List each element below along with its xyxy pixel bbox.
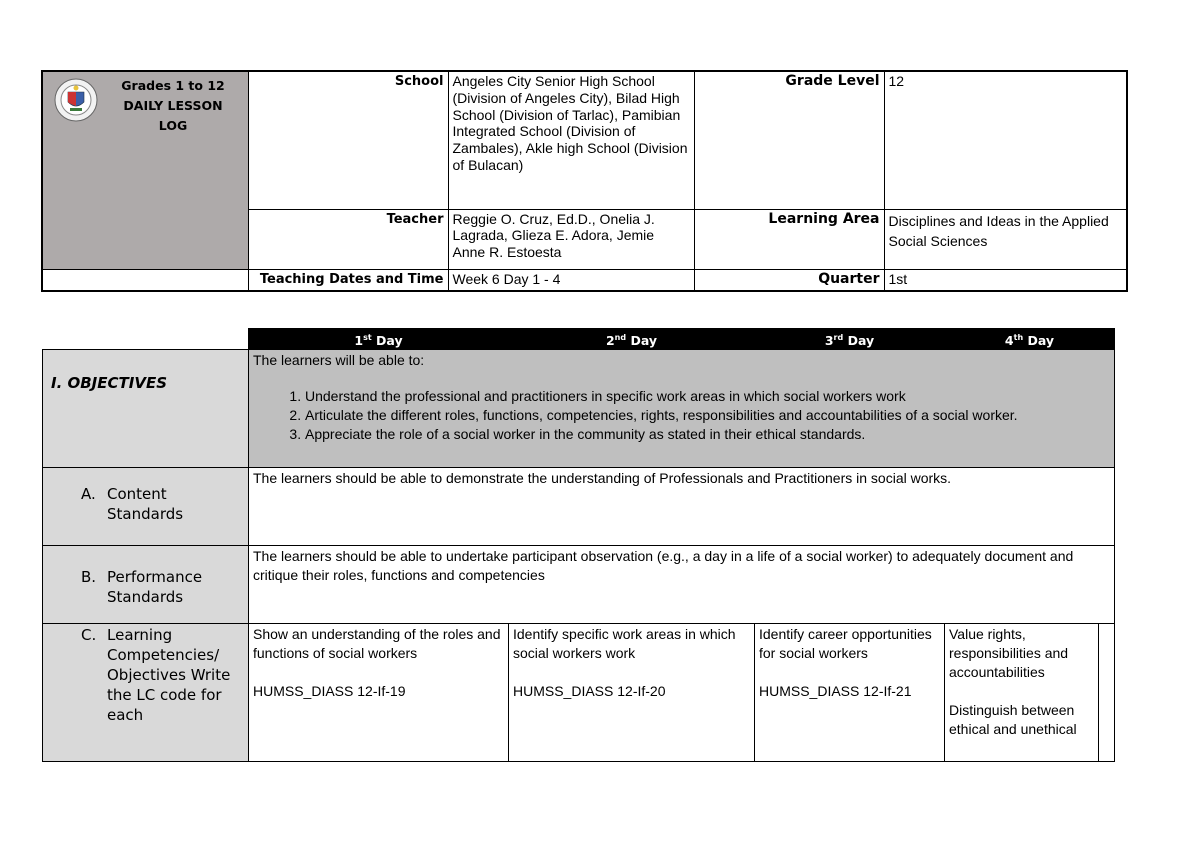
day-1-header: 1st Day <box>249 329 509 350</box>
doc-title-line-2: DAILY LESSON <box>123 98 223 113</box>
learning-competencies-row <box>43 624 1115 762</box>
day-1-lc-code: HUMSS_DIASS 12-If-19 <box>253 683 406 700</box>
objectives-label-cell <box>43 350 249 468</box>
performance-standards-label: Performance Standards <box>107 568 203 607</box>
school-label: School <box>248 71 448 209</box>
content-standards-letter: A. <box>81 485 96 504</box>
content-standards-text: The learners should be able to demonstrate the understanding of Professionals and Practitioners in social works. <box>249 468 1115 546</box>
day-2-competency-text: Identify specific work areas in which social workers work <box>513 626 736 662</box>
teacher-value: Reggie O. Cruz, Ed.D., Onelia J. Lagrada, Glieza E. Adora, Jemie Anne R. Estoesta <box>448 209 694 269</box>
performance-standards-label-cell <box>43 546 249 624</box>
content-standards-label: Content Standards <box>107 485 184 524</box>
learning-competencies-label-cell <box>43 624 249 762</box>
learning-area-label: Learning Area <box>694 209 884 269</box>
day-4-competency-text-2: Distinguish between ethical and unethical <box>949 702 1077 738</box>
content-standards-row <box>43 468 1115 546</box>
dates-label: Teaching Dates and Time <box>248 269 448 291</box>
day-1-competency-text: Show an understanding of the roles and functions of social workers <box>253 626 501 662</box>
teacher-label: Teacher <box>248 209 448 269</box>
content-standards-label-cell <box>43 468 249 546</box>
objectives-list <box>253 387 1110 444</box>
objective-item: 1. Understand the professional and practitioners in specific work areas in which social workers work <box>305 387 1110 406</box>
day-3-competency <box>755 624 945 762</box>
lesson-table <box>42 328 1115 762</box>
day-3-header: 3rd Day <box>755 329 945 350</box>
document-title <box>103 76 243 136</box>
day-header-row <box>43 329 1115 350</box>
day-3-lc-code: HUMSS_DIASS 12-If-21 <box>759 683 912 700</box>
day-2-header: 2nd Day <box>509 329 755 350</box>
grade-level-label: Grade Level <box>694 71 884 209</box>
performance-standards-text: The learners should be able to undertake participant observation (e.g., a day in a life of a social worker) to adequately document and critique their roles, functions and competencies <box>249 546 1115 624</box>
day-4-header: 4th Day <box>945 329 1115 350</box>
day-2-competency <box>509 624 755 762</box>
quarter-label: Quarter <box>694 269 884 291</box>
quarter-value: 1st <box>884 269 1127 291</box>
header-empty-cell <box>42 269 248 291</box>
objective-item: 3. Appreciate the role of a social worker in the community as stated in their ethical standards. <box>305 425 1110 444</box>
learning-area-value: Disciplines and Ideas in the Applied Social Sciences <box>884 209 1127 269</box>
day-1-competency <box>249 624 509 762</box>
performance-standards-row <box>43 546 1115 624</box>
grade-level-value: 12 <box>884 71 1127 209</box>
objectives-title: I. OBJECTIVES <box>51 374 167 393</box>
day-4-competency-text: Value rights, responsibilities and accountabilities <box>949 626 1069 681</box>
school-value: Angeles City Senior High School (Division of Angeles City), Bilad High School (Division of Tarlac), Pamibian Integrated School (Division of Zambales), Akle high School (Division of Bulacan) <box>448 71 694 209</box>
objectives-row <box>43 350 1115 468</box>
learning-competencies-letter: C. <box>81 626 97 645</box>
deped-seal-icon <box>54 78 98 122</box>
objectives-intro: The learners will be able to: <box>253 352 425 369</box>
learning-competencies-label: Learning Competencies/ Objectives Write the LC code for each <box>107 626 231 725</box>
day-4-competency <box>945 624 1099 762</box>
day-2-lc-code: HUMSS_DIASS 12-If-20 <box>513 683 666 700</box>
objectives-body <box>249 350 1115 468</box>
header-table <box>41 70 1128 292</box>
extra-narrow-cell <box>1099 624 1115 762</box>
header-logo-cell <box>42 71 248 269</box>
doc-title-line-1: Grades 1 to 12 <box>121 78 225 93</box>
performance-standards-letter: B. <box>81 568 97 587</box>
objective-item: 2. Articulate the different roles, functions, competencies, rights, responsibilities and accountabilities of a social worker. <box>305 406 1110 425</box>
dates-value: Week 6 Day 1 - 4 <box>448 269 694 291</box>
doc-title-line-3: LOG <box>158 118 188 133</box>
day-3-competency-text: Identify career opportunities for social workers <box>759 626 932 662</box>
